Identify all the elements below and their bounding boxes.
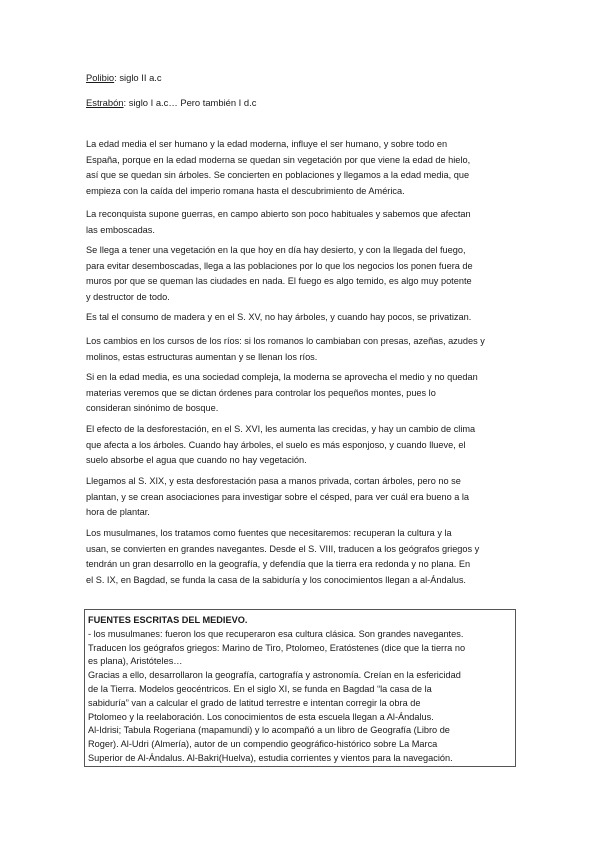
- paragraph-line: Los musulmanes, los tratamos como fuentes que necesitaremos: recuperan la cultura y la: [86, 528, 452, 538]
- sources-box-line: sabiduría” van a calcular el grado de latitud terrestre e intentan corregir la obra de: [88, 697, 421, 708]
- paragraph: [86, 474, 516, 521]
- paragraph: [86, 334, 516, 365]
- sources-box-line: Gracias a ello, desarrollaron la geografía, cartografía y astronomía. Creían en la esfericidad: [88, 670, 461, 681]
- sources-box-line: es plana), Aristóteles…: [88, 656, 183, 667]
- sources-box-body: [88, 628, 511, 766]
- paragraph-line: suelo absorbe el agua que cuando no hay vegetación.: [86, 455, 307, 466]
- paragraph: [86, 526, 516, 588]
- polibio-line: [86, 71, 162, 84]
- paragraph-line: empieza con la caída del imperio romana hasta el descubrimiento de América.: [86, 185, 405, 196]
- paragraph: [86, 243, 516, 305]
- paragraph: [86, 370, 516, 417]
- sources-box-line: Ptolomeo y la reelaboración. Los conocimientos de esta escuela llegan a Al-Ándalus.: [88, 711, 434, 722]
- paragraph-line: Los cambios en los cursos de los ríos: si los romanos lo cambiaban con presas, azeñas, azudes y: [86, 336, 485, 346]
- paragraph-line: El efecto de la desforestación, en el S. XVI, les aumenta las crecidas, y hay un cambio de clima: [86, 424, 476, 434]
- polibio-label: Polibio: [86, 72, 115, 83]
- paragraph-line: las emboscadas.: [86, 224, 155, 235]
- paragraph-line: el S. IX, en Bagdad, se funda la casa de la sabiduría y los conocimientos llegan a al-Ándalus.: [86, 574, 466, 585]
- paragraph: [86, 137, 516, 199]
- estrabon-label: Estrabón: [86, 97, 124, 108]
- sources-box-line: - los musulmanes: fueron los que recuperaron esa cultura clásica. Son grandes navegantes.: [88, 628, 464, 639]
- paragraph-line: materias veremos que se dictan órdenes para controlar los pequeños montes, pues lo: [86, 387, 436, 398]
- estrabon-text: : siglo I a.c… Pero también I d.c: [123, 97, 257, 108]
- paragraph-line: Llegamos al S. XIX, y esta desforestación pasa a manos privada, cortan árboles, pero no se: [86, 476, 461, 486]
- sources-box-line: de la Tierra. Modelos geocéntricos. En el siglo XI, se funda en Bagdad “la casa de la: [88, 683, 432, 694]
- paragraph-line: España, porque en la edad moderna se quedan sin vegetación por que viene la edad de hielo,: [86, 154, 471, 165]
- paragraph-line: tendrán un gran desarrollo en la geografía, y defendía que la tierra era redonda y no plana. En: [86, 559, 471, 570]
- polibio-text: : siglo II a.c: [114, 72, 162, 83]
- sources-box-line: Traducen los geógrafos griegos: Marino de Tiro, Ptolomeo, Eratóstenes (dice que la tierra no: [88, 642, 466, 653]
- paragraph-line: para evitar desemboscadas, llega a las poblaciones por lo que los negocios los ponen fuera de: [86, 260, 473, 271]
- paragraph-line: muros por que se queman las ciudades en nada. El fuego es algo temido, es algo muy potente: [86, 276, 472, 287]
- sources-box-line: Roger). Al-Udri (Almería), autor de un compendio geográfico-histórico sobre La Marca: [88, 739, 438, 750]
- paragraph: [86, 310, 516, 326]
- paragraph: [86, 422, 516, 469]
- paragraph-line: Si en la edad media, es una sociedad compleja, la moderna se aprovecha el medio y no quedan: [86, 372, 478, 382]
- paragraph-line: Se llega a tener una vegetación en la que hoy en día hay desierto, y con la llegada del fuego,: [86, 245, 466, 255]
- paragraph-line: hora de plantar.: [86, 507, 150, 518]
- paragraph-line: y destructor de todo.: [86, 291, 170, 302]
- paragraph-line: Es tal el consumo de madera y en el S. XV, no hay árboles, y cuando hay pocos, se privatizan.: [86, 312, 472, 322]
- paragraph-line: que afecta a los árboles. Cuando hay árboles, el suelo es más esponjoso, y cuando llueve, el: [86, 439, 466, 450]
- paragraph-line: molinos, estas estructuras aumentan y se llenan los ríos.: [86, 351, 318, 362]
- paragraph-line: plantan, y se crean asociaciones para investigar sobre el césped, para ver cuál era bueno a la: [86, 491, 470, 502]
- sources-box-line: Al-Idrisi; Tabula Rogeriana (mapamundi) y lo acompañó a un libro de Geografía (Libro de: [88, 725, 450, 736]
- estrabon-line: [86, 96, 256, 109]
- sources-box-line: Superior de Al-Ándalus. Al-Bakri(Huelva), estudia corrientes y vientos para la navegación.: [88, 752, 453, 763]
- paragraph-line: La reconquista supone guerras, en campo abierto son poco habituales y sabemos que afectan: [86, 209, 471, 219]
- paragraph-line: La edad media el ser humano y la edad moderna, influye el ser humano, y sobre todo en: [86, 139, 448, 149]
- sources-box-title: FUENTES ESCRITAS DEL MEDIEVO.: [88, 615, 248, 625]
- paragraph-line: consideran sinónimo de bosque.: [86, 403, 219, 414]
- sources-box: [84, 609, 516, 767]
- paragraph-line: usan, se convierten en grandes navegantes. Desde el S. VIII, traducen a los geógrafos griegos y: [86, 543, 480, 554]
- paragraph: [86, 207, 516, 238]
- paragraph-line: así que se quedan sin árboles. Se concierten en poblaciones y llegamos a la edad media, que: [86, 170, 470, 181]
